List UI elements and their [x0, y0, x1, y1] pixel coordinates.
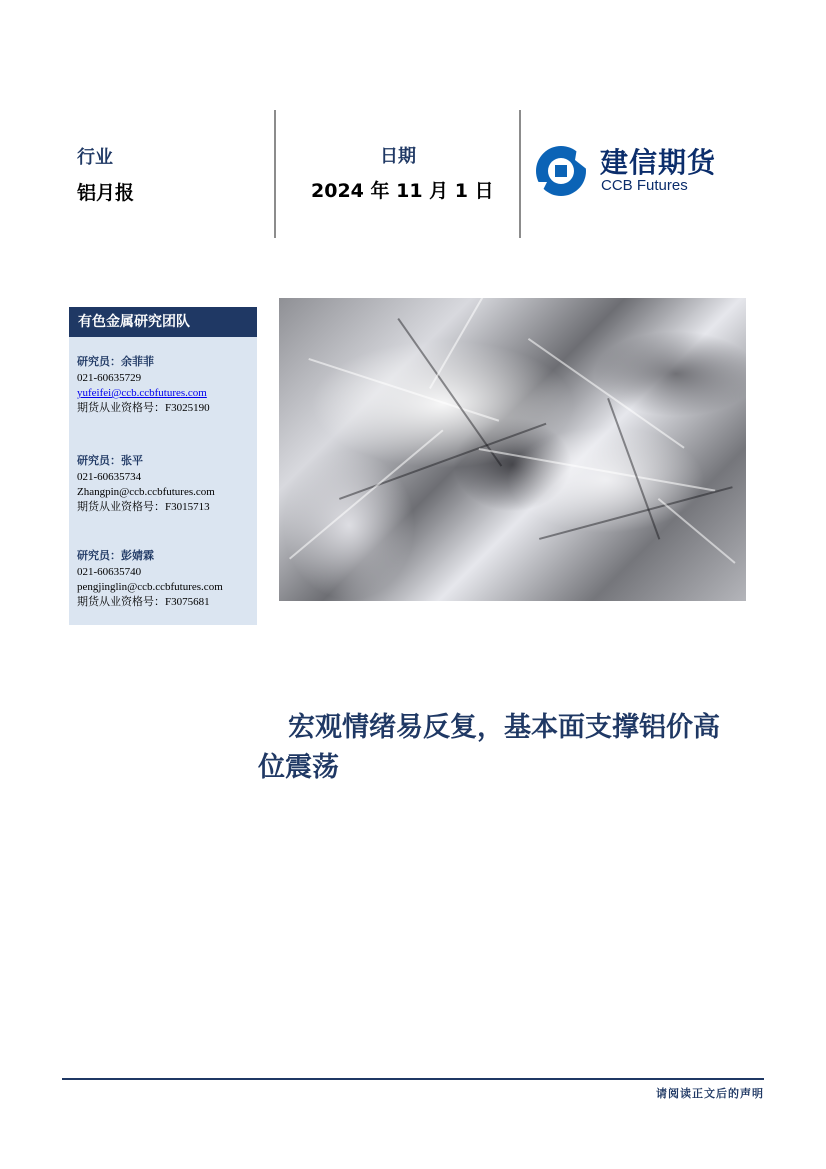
analyst-phone: 021-60635734: [77, 471, 142, 483]
footer-divider: [62, 1078, 764, 1080]
analyst-license: 期货从业资格号：F3075681: [77, 596, 210, 608]
date-value: 2024 年 11 月 1 日: [311, 180, 494, 202]
analyst-email-link[interactable]: yufeifei@ccb.ccbfutures.com: [77, 387, 207, 399]
analyst-name: 研究员：彭婧霖: [77, 549, 154, 562]
analyst-card: [77, 353, 257, 416]
research-team-title: 有色金属研究团队: [69, 307, 257, 337]
analyst-phone: 021-60635740: [77, 566, 142, 578]
report-title-line-2: 位震荡: [258, 752, 339, 783]
report-title: [258, 708, 778, 788]
logo-name-en: CCB Futures: [601, 177, 688, 194]
footer-disclaimer-note: 请阅读正文后的声明: [656, 1087, 764, 1100]
header-divider-2: [519, 110, 521, 238]
logo-name-cn: 建信期货: [600, 146, 717, 179]
ccb-logo-icon: [533, 144, 589, 198]
date-label: 日期: [380, 146, 416, 167]
analyst-phone: 021-60635729: [77, 372, 142, 384]
industry-value: 铝月报: [77, 182, 135, 204]
industry-label: 行业: [77, 147, 113, 168]
analyst-email: Zhangpin@ccb.ccbfutures.com: [77, 486, 215, 498]
header-divider-1: [274, 110, 276, 238]
analyst-card: [77, 547, 257, 610]
analyst-email: pengjinglin@ccb.ccbfutures.com: [77, 581, 223, 593]
research-team-panel: [69, 307, 257, 625]
analyst-name: 研究员：余菲菲: [77, 355, 154, 368]
analyst-name: 研究员：张平: [77, 454, 143, 467]
analyst-card: [77, 452, 257, 515]
report-title-line-1: 宏观情绪易反复，基本面支撑铝价高: [288, 712, 720, 743]
analyst-license: 期货从业资格号：F3025190: [77, 402, 210, 414]
aluminum-foil-photo: [279, 298, 746, 601]
analyst-license: 期货从业资格号：F3015713: [77, 501, 210, 513]
